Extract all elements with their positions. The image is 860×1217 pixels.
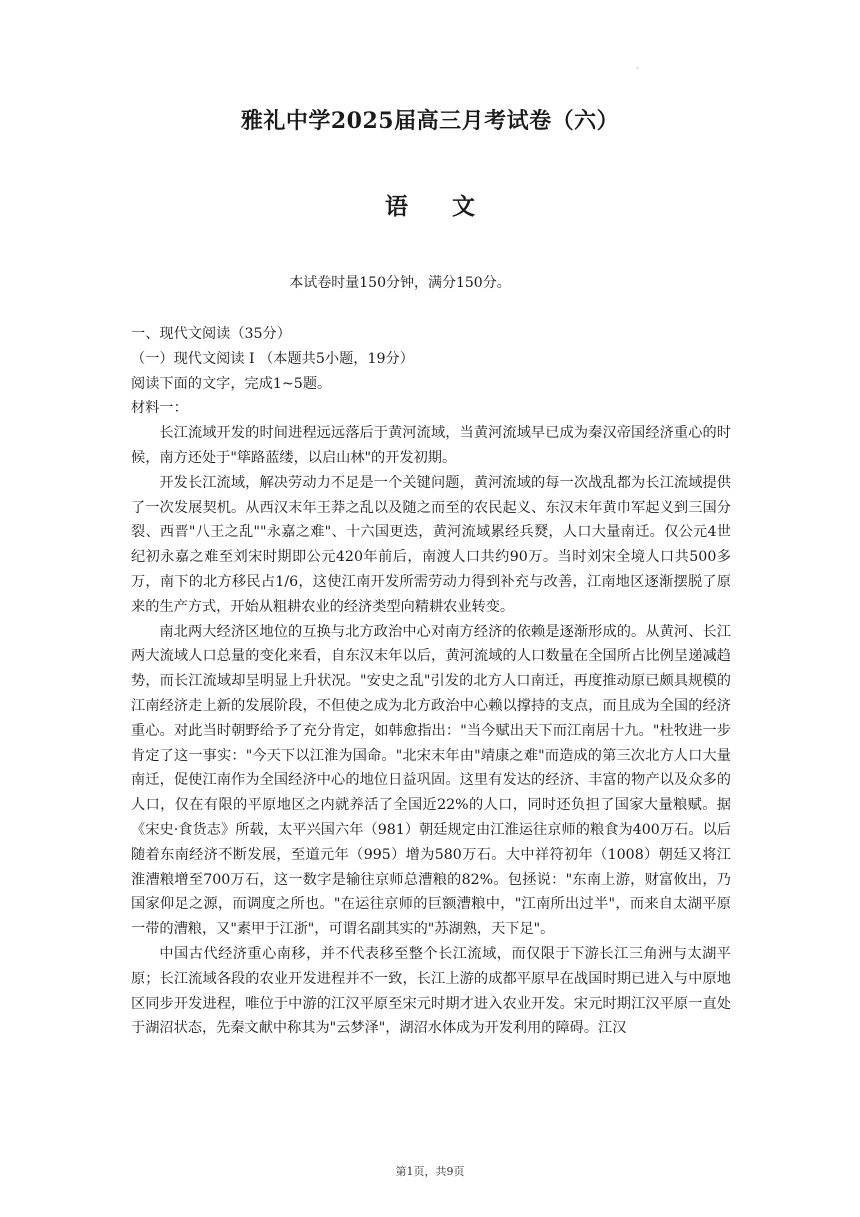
section-subheading: （一）现代文阅读 Ⅰ （本题共5小题，19分） (131, 350, 414, 367)
document-body (131, 322, 731, 1041)
corner-mark: · (636, 64, 639, 73)
paragraph: 开发长江流域，解决劳动力不足是一个关键问题，黄河流域的每一次战乱都为长江流域提供了一次发展契机。从西汉末年王莽之乱以及随之而至的农民起义、东汉末年黄巾军起义到三国分裂、西晋"八王之乱""永嘉之难"、十六国更迭，黄河流域累经兵燹，人口大量南迁。仅公元4世纪初永嘉之难至刘宋时期即公元420年前后，南渡人口共约90万。当时刘宋全境人口共500多万，南下的北方移民占1/6，这使江南开发所需劳动力得到补充与改善，江南地区逐渐摆脱了原来的生产方式，开始从粗耕农业的经济类型向精耕农业转变。 (131, 474, 731, 615)
section-heading: 一、现代文阅读（35分） (131, 326, 291, 342)
subject-title: 语 文 (384, 193, 475, 220)
paragraph: 长江流域开发的时间进程远远落后于黄河流域，当黄河流域早已成为秦汉帝国经济重心的时候，南方还处于"筚路蓝缕，以启山林"的开发初期。 (131, 425, 731, 466)
paragraph: 南北两大经济区地位的互换与北方政治中心对南方经济的依赖是逐渐形成的。从黄河、长江两大流域人口总量的变化来看，自东汉末年以后，黄河流域的人口数量在全国所占比例呈递减趋势，而长江流域却呈明显上升状况。"安史之乱"引发的北方人口南迁，再度推动原已颇具规模的江南经济走上新的发展阶段，不但使之成为北方政治中心赖以撑持的支点，而且成为全国的经济重心。对此当时朝野给予了充分肯定，如韩愈指出："当今赋出天下而江南居十九。"杜牧进一步肯定了这一事实："今天下以江淮为国命。"北宋末年由"靖康之难"而造成的第三次北方人口大量南迁，促使江南作为全国经济中心的地位日益巩固。这里有发达的经济、丰富的物产以及众多的人口，仅在有限的平原地区之内就养活了全国近22%的人口，同时还负担了国家大量粮赋。据《宋史·食货志》所载，太平兴国六年（981）朝廷规定由江淮运往京师的粮食为400万石。以后随着东南经济不断发展，至道元年（995）增为580万石。大中祥符初年（1008）朝廷又将江淮漕粮增至700万石，这一数字是输往京师总漕粮的82%。包拯说："东南上游，财富攸出，乃国家仰足之源，而调度之所也。"在运往京师的巨额漕粮中，"江南所出过半"，而来自太湖平原一带的漕粮，又"素甲于江浙"，可谓名副其实的"苏湖熟，天下足"。 (131, 623, 731, 938)
exam-info: 本试卷时量150分钟，满分150分。 (289, 275, 511, 291)
paragraph: 中国古代经济重心南移，并不代表移至整个长江流域，而仅限于下游长江三角洲与太湖平原；长江流域各段的农业开发进程并不一致，长江上游的成都平原早在战国时期已进入与中原地区同步开发进程，唯位于中游的江汉平原至宋元时期才进入农业开发。宋元时期江汉平原一直处于湖沼状态，先秦文献中称其为"云梦泽"，湖沼水体成为开发利用的障碍。江汉 (131, 945, 731, 1037)
reading-instruction: 阅读下面的文字，完成1~5题。 (131, 375, 332, 392)
page-indicator: 第1页，共9页 (395, 1165, 465, 1178)
material-label: 材料一： (131, 400, 188, 417)
exam-title: 雅礼中学2025届高三月考试卷（六） (240, 108, 620, 134)
